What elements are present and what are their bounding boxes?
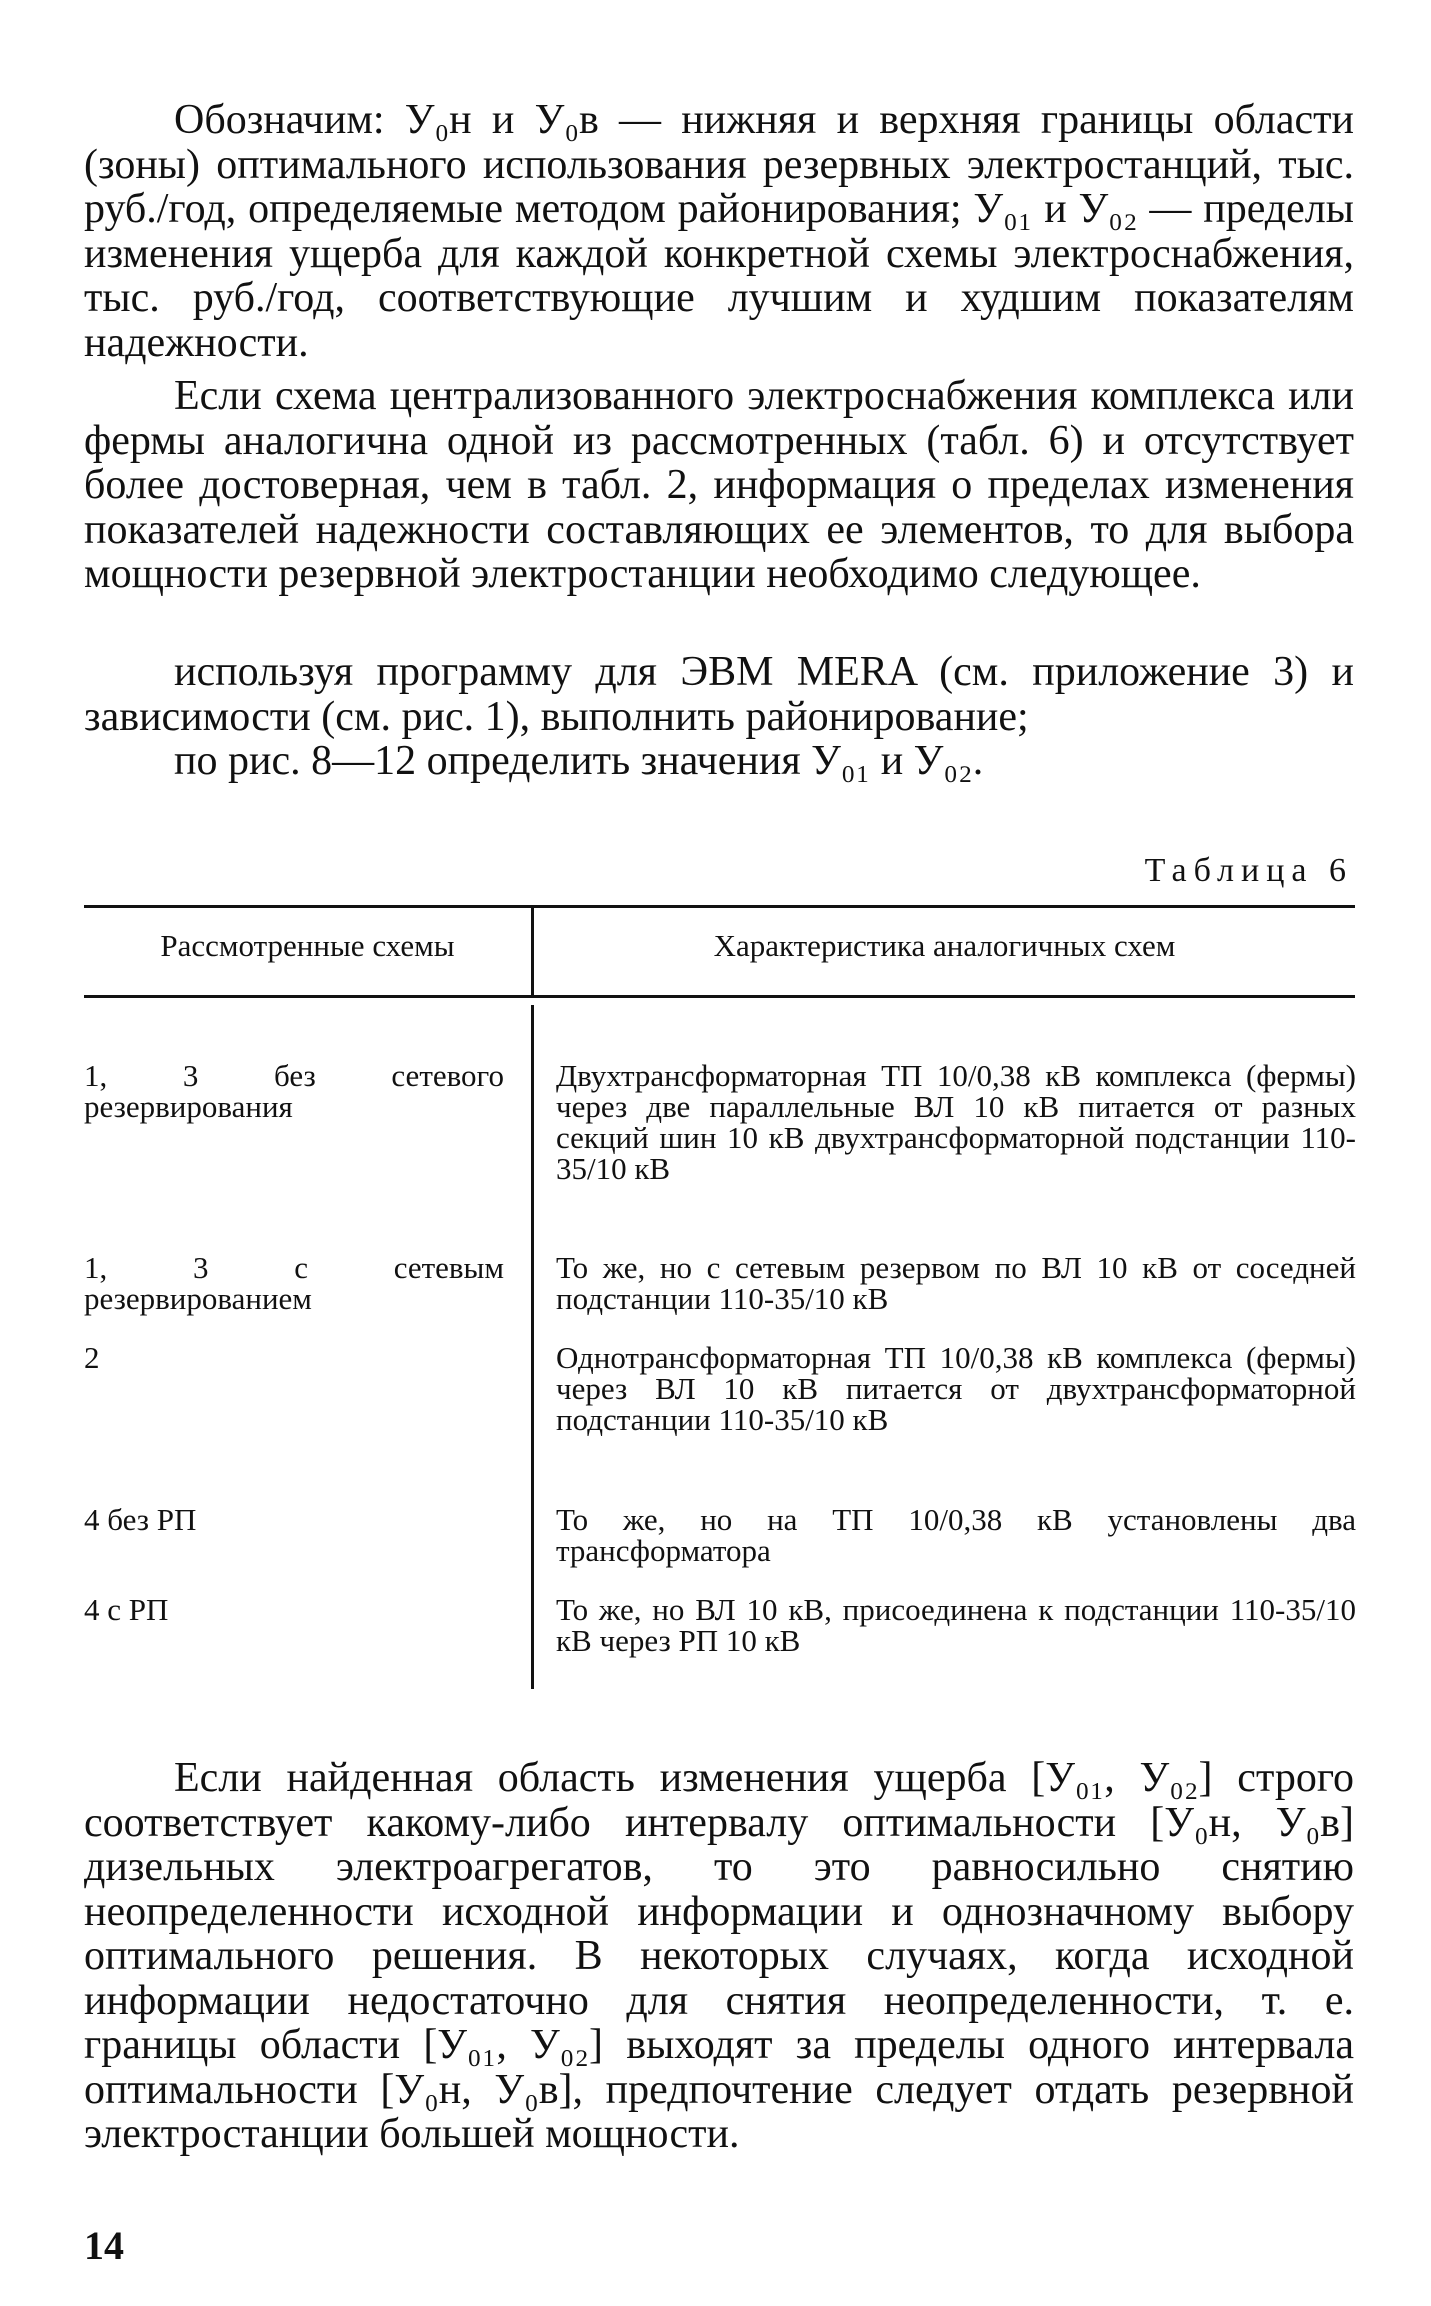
- table-top-rule: [84, 905, 1355, 908]
- paragraph-definitions: Обозначим: У₀н и У₀в — нижняя и верхняя границы области (зоны) оптимального использования резервных электростанций, тыс. руб./год, определяемые методом районирования; У₀₁ и У₀₂ — пределы изменения ущерба для каждой конкретной схемы электроснабжения, тыс. руб./год, соответствующие лучшим и худшим показателям надежности.: [84, 97, 1354, 366]
- table-header-schemes: Рассмотренные схемы: [160, 928, 455, 963]
- table-cell-scheme: 4 без РП: [84, 1502, 197, 1537]
- paragraph-step-1: используя программу для ЭВМ MERA (см. приложение 3) и зависимости (см. рис. 1), выполнить районирование;: [84, 649, 1354, 740]
- table-cell-scheme: 2: [84, 1340, 100, 1375]
- table-cell-scheme: 1, 3 с сетевым резервированием: [84, 1250, 504, 1316]
- table-cell-description: То же, но на ТП 10/0,38 кВ установлены два трансформатора: [556, 1502, 1356, 1568]
- table-caption: Таблица 6: [1144, 852, 1353, 889]
- table-cell-description: То же, но с сетевым резервом по ВЛ 10 кВ от соседней подстанции 110-35/10 кВ: [556, 1250, 1356, 1316]
- paragraph-step-2: по рис. 8—12 определить значения У₀₁ и У₀₂.: [174, 738, 984, 784]
- table-header-rule: [84, 995, 1355, 998]
- table-cell-description: То же, но ВЛ 10 кВ, присоединена к подстанции 110-35/10 кВ через РП 10 кВ: [556, 1592, 1356, 1658]
- table-header-characteristics: Характеристика аналогичных схем: [713, 928, 1176, 963]
- table-body-divider: [531, 1005, 534, 1689]
- paragraph-conditions: Если схема централизованного электроснабжения комплекса или фермы аналогична одной из рассмотренных (табл. 6) и отсутствует более достоверная, чем в табл. 2, информация о пределах изменения показателей надежности составляющих ее элементов, то для выбора мощности резервной электростанции необходимо следующее.: [84, 373, 1354, 597]
- page-number: 14: [84, 2223, 124, 2268]
- table-cell-description: Двухтрансформаторная ТП 10/0,38 кВ комплекса (фермы) через две параллельные ВЛ 10 кВ питается от разных секций шин 10 кВ двухтрансформаторной подстанции 110-35/10 кВ: [556, 1058, 1356, 1186]
- paragraph-conclusion: Если найденная область изменения ущерба [У₀₁, У₀₂] строго соответствует какому-либо интервалу оптимальности [У₀н, У₀в] дизельных электроагрегатов, то это равносильно снятию неопределенности исходной информации и однозначному выбору оптимального решения. В некоторых случаях, когда исходной информации недостаточно для снятия неопределенности, т. е. границы области [У₀₁, У₀₂] выходят за пределы одного интервала оптимальности [У₀н, У₀в], предпочтение следует отдать резервной электростанции большей мощности.: [84, 1755, 1354, 2157]
- table-cell-scheme: 1, 3 без сетевого резервирования: [84, 1058, 504, 1124]
- table-cell-scheme: 4 с РП: [84, 1592, 169, 1627]
- table-cell-description: Однотрансформаторная ТП 10/0,38 кВ комплекса (фермы) через ВЛ 10 кВ питается от двухтрансформаторной подстанции 110-35/10 кВ: [556, 1340, 1356, 1437]
